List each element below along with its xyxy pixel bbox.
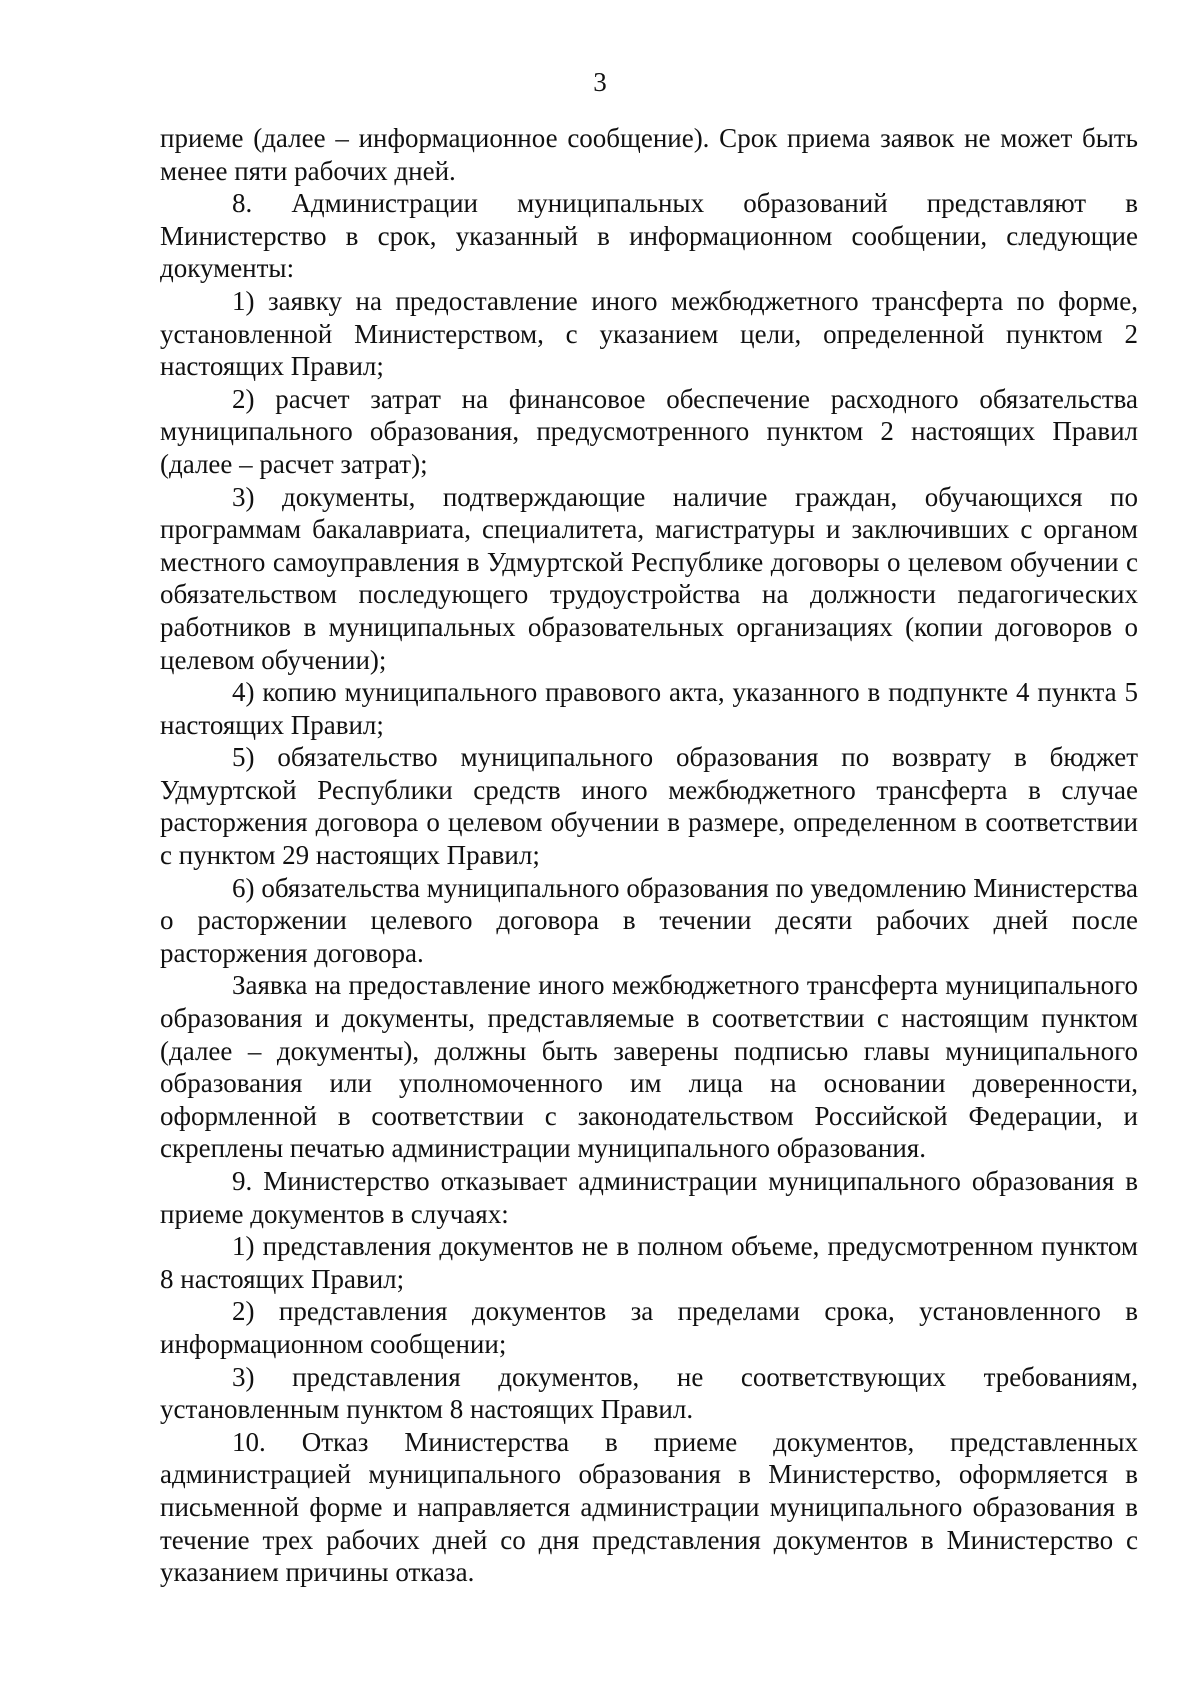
paragraph-subitem-8-4: 4) копию муниципального правового акта, указанного в подпункте 4 пункта 5 настоящих Правил; xyxy=(160,677,1138,740)
paragraph-application-requirements: Заявка на предоставление иного межбюджетного трансферта муниципального образования и документы, представляемые в соответствии с настоящим пунктом (далее – документы), должны быть заверены подписью главы муниципального образования или уполномоченного им лица на основании доверенности, оформленной в соответствии с законодательством Российской Федерации, и скреплены печатью администрации муниципального образования. xyxy=(160,970,1138,1164)
paragraph-subitem-9-3: 3) представления документов, не соответствующих требованиям, установленным пунктом 8 настоящих Правил. xyxy=(160,1361,1138,1425)
paragraph-item-9: 9. Министерство отказывает администрации муниципального образования в приеме документов в случаях: xyxy=(160,1166,1138,1229)
paragraph-subitem-9-1: 1) представления документов не в полном объеме, предусмотренном пунктом 8 настоящих Правил; xyxy=(160,1231,1138,1294)
document-body xyxy=(160,122,1138,1589)
paragraph-subitem-9-2: 2) представления документов за пределами срока, установленного в информационном сообщении; xyxy=(160,1296,1138,1359)
paragraph-subitem-8-3: 3) документы, подтверждающие наличие граждан, обучающихся по программам бакалавриата, специалитета, магистратуры и заключивших с органом местного самоуправления в Удмуртской Республике договоры о целевом обучении с обязательством последующего трудоустройства на должности педагогических работников в муниципальных образовательных организациях (копии договоров о целевом обучении); xyxy=(160,481,1138,675)
paragraph-item-8: 8. Администрации муниципальных образований представляют в Министерство в срок, указанный в информационном сообщении, следующие документы: xyxy=(160,188,1138,284)
page-number: 3 xyxy=(593,67,607,97)
paragraph-continuation: приеме (далее – информационное сообщение). Срок приема заявок не может быть менее пяти рабочих дней. xyxy=(160,123,1138,186)
paragraph-subitem-8-6: 6) обязательства муниципального образования по уведомлению Министерства о расторжении целевого договора в течении десяти рабочих дней после расторжения договора. xyxy=(160,872,1138,968)
paragraph-subitem-8-5: 5) обязательство муниципального образования по возврату в бюджет Удмуртской Республики средств иного межбюджетного трансферта в случае расторжения договора о целевом обучении в размере, определенном в соответствии с пунктом 29 настоящих Правил; xyxy=(160,742,1138,871)
paragraph-item-10: 10. Отказ Министерства в приеме документов, представленных администрацией муниципального образования в Министерство, оформляется в письменной форме и направляется администрации муниципального образования в течение трех рабочих дней со дня представления документов в Министерство с указанием причины отказа. xyxy=(160,1426,1138,1588)
paragraph-subitem-8-2: 2) расчет затрат на финансовое обеспечение расходного обязательства муниципального образования, предусмотренного пунктом 2 настоящих Правил (далее – расчет затрат); xyxy=(160,383,1138,479)
paragraph-subitem-8-1: 1) заявку на предоставление иного межбюджетного трансферта по форме, установленной Министерством, с указанием цели, определенной пунктом 2 настоящих Правил; xyxy=(160,285,1138,382)
